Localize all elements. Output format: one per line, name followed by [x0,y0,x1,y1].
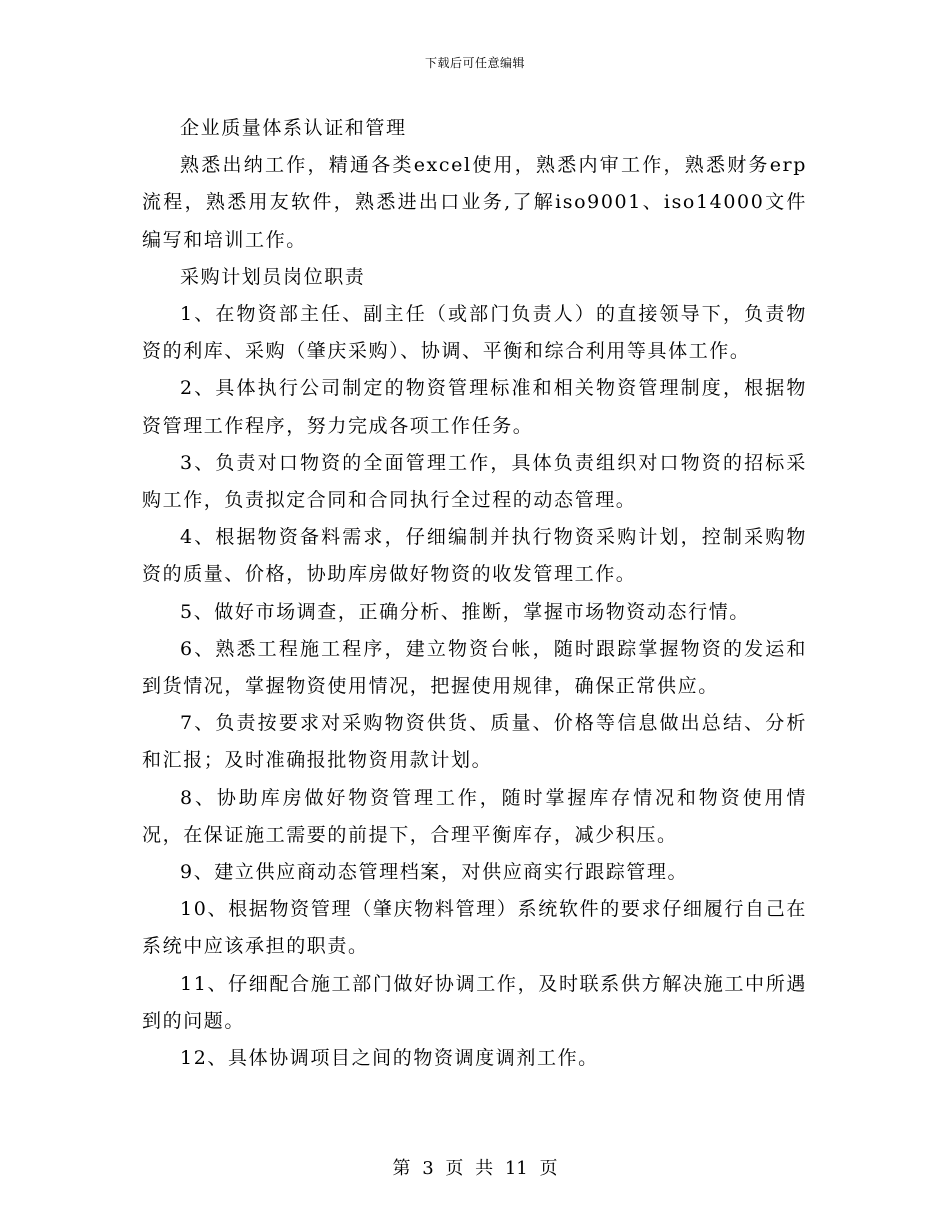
paragraph: 熟悉出纳工作，精通各类excel使用，熟悉内审工作，熟悉财务erp流程，熟悉用友软件，熟悉进出口业务,了解iso9001、iso14000文件编写和培训工作。 [142,154,807,251]
page-number-footer: 第 3 页 共 11 页 [392,1158,558,1179]
document-body [142,110,807,1077]
duty-item: 7、负责按要求对采购物资供货、质量、价格等信息做出总结、分析和汇报；及时准确报批物资用款计划。 [142,712,807,772]
duty-item: 4、根据物资备料需求，仔细编制并执行物资采购计划，控制采购物资的质量、价格，协助库房做好物资的收发管理工作。 [142,526,807,586]
duty-item: 12、具体协调项目之间的物资调度调剂工作。 [180,1047,599,1070]
duty-item: 10、根据物资管理（肇庆物料管理）系统软件的要求仔细履行自己在系统中应该承担的职责。 [142,898,807,958]
duty-item: 11、仔细配合施工部门做好协调工作，及时联系供方解决施工中所遇到的问题。 [142,972,807,1032]
duty-item: 6、熟悉工程施工程序，建立物资台帐，随时跟踪掌握物资的发运和到货情况，掌握物资使用情况，把握使用规律，确保正常供应。 [142,637,807,698]
duty-item: 9、建立供应商动态管理档案，对供应商实行跟踪管理。 [180,861,689,884]
duty-item: 3、负责对口物资的全面管理工作，具体负责组织对口物资的招标采购工作，负责拟定合同和合同执行全过程的动态管理。 [142,451,807,512]
duty-item: 2、具体执行公司制定的物资管理标准和相关物资管理制度，根据物资管理工作程序，努力完成各项工作任务。 [142,377,807,437]
section-heading: 采购计划员岗位职责 [180,265,366,288]
paragraph: 企业质量体系认证和管理 [180,117,407,139]
duty-item: 8、协助库房做好物资管理工作，随时掌握库存情况和物资使用情况，在保证施工需要的前提下，合理平衡库存，减少积压。 [142,786,807,846]
duty-item: 1、在物资部主任、副主任（或部门负责人）的直接领导下，负责物资的利库、采购（肇庆采购）、协调、平衡和综合利用等具体工作。 [142,303,807,363]
duty-item: 5、做好市场调查，正确分析、推断，掌握市场物资动态行情。 [180,600,750,623]
page-header: 下载后可任意编辑 [424,56,525,70]
